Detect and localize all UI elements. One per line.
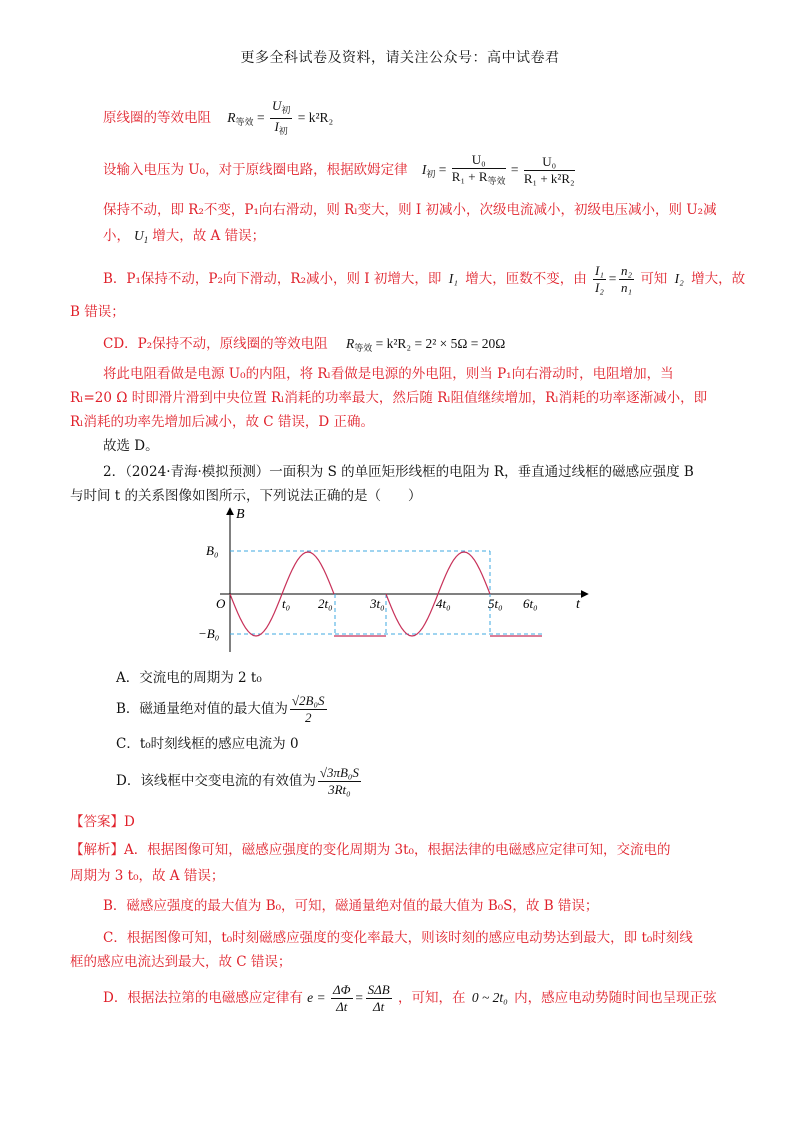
ohm-law-line [103, 150, 577, 194]
label-neg-b0: −B₀ [198, 626, 220, 641]
analysis-b: B．磁感应强度的最大值为 B₀，可知，磁通量绝对值的最大值为 B₀S，故 B 错误； [103, 898, 599, 914]
label-t0: t₀ [282, 596, 291, 611]
equivalent-resistance-line [103, 98, 333, 142]
solution-line-a2: 小， $U_1$ 增大，故 A 错误； [103, 228, 266, 245]
label-y-axis: B [236, 507, 245, 522]
analysis-d: D．根据法拉第的电磁感应定律有 e = $\frac{\Delta\Phi}{\Delta t}$ = $\frac{\text{SΔB}}{\Delta t}$ ，可知，在 0 ~ 2t₀ 内，感应电动势随时间也呈现正弦 [103, 982, 717, 1015]
eq-resistance-label: 原线圈的等效电阻 [103, 110, 211, 126]
label-6t0: 6t₀ [523, 596, 538, 611]
label-5t0: 5t₀ [488, 596, 503, 611]
option-b: B．磁通量绝对值的最大值为 $\frac{\text{√2B₀S}}{2}$ [116, 693, 325, 725]
solution-line-b2: B 错误； [70, 304, 125, 320]
eq-resistance-formula: $R_{等效}$ = $\frac{U_初}{I_初}$ = k²R₂ [227, 98, 334, 137]
label-4t0: 4t₀ [436, 596, 451, 611]
solution-choose: 故选 D。 [103, 438, 159, 454]
page-header: 更多全科试卷及资料，请关注公众号：高中试卷君 [240, 50, 560, 66]
option-a: A．交流电的周期为 2 t₀ [116, 670, 262, 686]
label-2t0: 2t₀ [318, 596, 333, 611]
dashed-guides [230, 551, 542, 634]
solution-line-a1: 保持不动，即 R₂不变，P₁向右滑动，则 Rₗ变大，则 I 初减小，次级电流减小，初级电压减小，则 U₂减 [103, 202, 717, 218]
analysis-a1: 【解析】A．根据图像可知，磁感应强度的变化周期为 3t₀，根据法律的电磁感应定律可知，交流电的 [70, 842, 671, 858]
b-t-graph [190, 500, 610, 660]
question-stem-2: 与时间 t 的关系图像如图所示，下列说法正确的是（ ） [70, 488, 422, 504]
solution-line-c2: Rₗ=20 Ω 时即滑片滑到中央位置 Rₗ消耗的功率最大，然后随 Rₗ阻值继续增加，Rₗ消耗的功率逐渐减小，即 [70, 390, 708, 406]
label-3t0: 3t₀ [370, 596, 385, 611]
analysis-c1: C．根据图像可知，t₀时刻磁感应强度的变化率最大，则该时刻的感应电动势达到最大，即 t₀时刻线 [103, 930, 693, 946]
label-origin: O [216, 596, 226, 611]
option-c: C．t₀时刻线框的感应电流为 0 [116, 736, 299, 752]
solution-line-c3: Rₗ消耗的功率先增加后减小，故 C 错误，D 正确。 [70, 414, 374, 430]
question-stem-1: 2．（2024·青海·模拟预测）一面积为 S 的单匝矩形线框的电阻为 R，垂直通过线框的磁感应强度 B [103, 464, 694, 480]
option-d: D．该线框中交变电流的有效值为 $\frac{\text{√3πB₀S}}{\text{3Rt₀}}$ [116, 765, 359, 797]
ohm-law-formula: $I_初$ = $\frac{\text{U₀}}{R_1 + R_{等效}}$ = $\frac{\text{U₀}}{\text{R₁ + k²R₂}}$ [421, 152, 575, 187]
label-b0: B₀ [206, 543, 219, 558]
label-x-axis: t [576, 597, 580, 612]
solution-line-cd: CD．P₂保持不动，原线圈的等效电阻 $R_{等效} = k^2R_2 = 2^2 \times 5\Omega = 20\Omega$ [103, 336, 506, 353]
ohm-law-text: 设输入电压为 U₀，对于原线圈电路，根据欧姆定律 [103, 162, 408, 178]
analysis-c2: 框的感应电流达到最大，故 C 错误； [70, 954, 292, 970]
analysis-a2: 周期为 3 t₀，故 A 错误； [70, 868, 225, 884]
answer-label: 【答案】D [70, 814, 135, 830]
solution-line-c1: 将此电阻看做是电源 U₀的内阻，将 Rₗ看做是电源的外电阻，则当 P₁向右滑动时，电阻增加，当 [103, 366, 674, 382]
solution-line-b1: B．P₁保持不动，P₂向下滑动，R₂减小，则 I 初增大，即 I₁ 增大，匝数不变，由 $\frac{\text{I₁}}{\text{I₂}}$ = $\frac{\text{n₂}}{\text{n₁}}$ 可知 I₂ 增大，故 [103, 263, 746, 296]
